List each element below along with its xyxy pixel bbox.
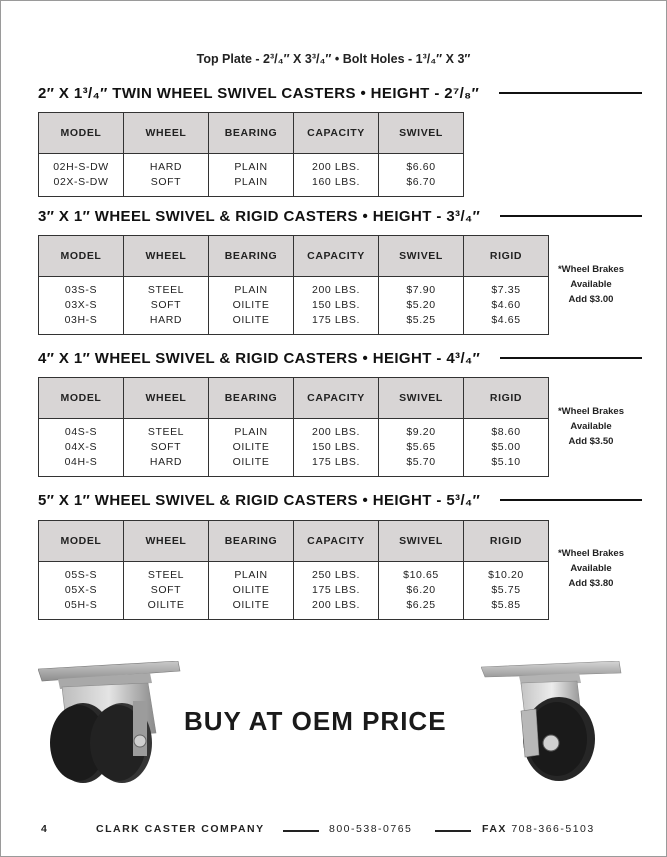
- spec-table-3in: [38, 235, 549, 335]
- column-header: RIGID: [464, 236, 549, 277]
- column-header: SWIVEL: [379, 378, 464, 419]
- spec-table-5in: [38, 520, 549, 620]
- column-header: BEARING: [209, 236, 294, 277]
- table-cell-capacity: 250 LBS. 175 LBS. 200 LBS.: [294, 562, 379, 620]
- column-header: BEARING: [209, 113, 294, 154]
- section-title: 4″ X 1″ WHEEL SWIVEL & RIGID CASTERS • HEIGHT - 4³/₄″: [38, 349, 481, 367]
- section-title: 3″ X 1″ WHEEL SWIVEL & RIGID CASTERS • HEIGHT - 3³/₄″: [38, 207, 481, 225]
- section-rule: [500, 357, 642, 359]
- table-cell-capacity: 200 LBS. 150 LBS. 175 LBS.: [294, 419, 379, 477]
- page-footer: [1, 823, 666, 839]
- column-header: WHEEL: [124, 378, 209, 419]
- table-row: [39, 562, 549, 620]
- section-rule: [500, 499, 642, 501]
- table-cell-wheel: STEEL SOFT OILITE: [124, 562, 209, 620]
- twin-wheel-caster-icon: [38, 661, 183, 786]
- column-header: CAPACITY: [294, 521, 379, 562]
- column-header: CAPACITY: [294, 236, 379, 277]
- table-cell-model: 02H-S-DW 02X-S-DW: [39, 154, 124, 197]
- section-title: 2″ X 1³/₄″ TWIN WHEEL SWIVEL CASTERS • HEIGHT - 2⁷/₈″: [38, 84, 480, 102]
- note-line: Add $3.80: [568, 578, 614, 589]
- column-header: WHEEL: [124, 113, 209, 154]
- top-plate-spec: Top Plate - 2³/₄″ X 3³/₄″ • Bolt Holes - 1³/₄″ X 3″: [196, 52, 471, 66]
- column-header: BEARING: [209, 521, 294, 562]
- column-header: MODEL: [39, 236, 124, 277]
- table-cell-swivel: $9.20 $5.65 $5.70: [379, 419, 464, 477]
- column-header: CAPACITY: [294, 113, 379, 154]
- table-header-row: [39, 113, 464, 154]
- table-cell-model: 03S-S 03X-S 03H-S: [39, 277, 124, 335]
- fax-number: 708-366-5103: [511, 823, 595, 835]
- footer-divider: [435, 830, 471, 832]
- table-cell-swivel: $7.90 $5.20 $5.25: [379, 277, 464, 335]
- table-cell-wheel: STEEL SOFT HARD: [124, 277, 209, 335]
- table-cell-model: 05S-S 05X-S 05H-S: [39, 562, 124, 620]
- spec-table-twin-wheel: [38, 112, 464, 197]
- buy-at-oem-price-banner: BUY AT OEM PRICE: [184, 706, 447, 736]
- table-cell-bearing: PLAIN OILITE OILITE: [209, 562, 294, 620]
- section-header-5in: [38, 490, 642, 510]
- footer-divider: [283, 830, 319, 832]
- table-cell-swivel: $10.65 $6.20 $6.25: [379, 562, 464, 620]
- section-header-4in: [38, 348, 642, 368]
- column-header: SWIVEL: [379, 113, 464, 154]
- table-cell-rigid: $8.60 $5.00 $5.10: [464, 419, 549, 477]
- table-row: [39, 277, 549, 335]
- fax-label: FAX: [482, 823, 507, 835]
- table-row: [39, 154, 464, 197]
- single-wheel-caster-image: [481, 661, 623, 786]
- table-cell-bearing: PLAIN PLAIN: [209, 154, 294, 197]
- table-header-row: [39, 378, 549, 419]
- column-header: RIGID: [464, 378, 549, 419]
- column-header: MODEL: [39, 113, 124, 154]
- table-cell-rigid: $7.35 $4.60 $4.65: [464, 277, 549, 335]
- section-rule: [500, 215, 642, 217]
- note-line: *Wheel Brakes: [557, 264, 624, 275]
- note-line: Available: [570, 563, 612, 574]
- wheel-brakes-note: [549, 262, 633, 307]
- table-header-row: [39, 521, 549, 562]
- column-header: WHEEL: [124, 521, 209, 562]
- table-cell-swivel: $6.60 $6.70: [379, 154, 464, 197]
- table-cell-model: 04S-S 04X-S 04H-S: [39, 419, 124, 477]
- column-header: RIGID: [464, 521, 549, 562]
- note-line: Available: [570, 421, 612, 432]
- phone-number: 800-538-0765: [329, 823, 413, 835]
- column-header: WHEEL: [124, 236, 209, 277]
- column-header: MODEL: [39, 378, 124, 419]
- table-cell-bearing: PLAIN OILITE OILITE: [209, 277, 294, 335]
- column-header: MODEL: [39, 521, 124, 562]
- section-header-twin-wheel: [38, 83, 642, 103]
- table-cell-wheel: STEEL SOFT HARD: [124, 419, 209, 477]
- table-cell-capacity: 200 LBS. 160 LBS.: [294, 154, 379, 197]
- company-name: CLARK CASTER COMPANY: [96, 823, 265, 835]
- note-line: Available: [570, 279, 612, 290]
- note-line: *Wheel Brakes: [557, 548, 624, 559]
- column-header: SWIVEL: [379, 521, 464, 562]
- section-title: 5″ X 1″ WHEEL SWIVEL & RIGID CASTERS • HEIGHT - 5³/₄″: [38, 491, 481, 509]
- fax-info: [482, 823, 595, 835]
- wheel-brakes-note: [549, 546, 633, 591]
- section-rule: [499, 92, 642, 94]
- table-row: [39, 419, 549, 477]
- note-line: Add $3.00: [568, 294, 614, 305]
- single-wheel-caster-icon: [481, 661, 623, 786]
- table-cell-bearing: PLAIN OILITE OILITE: [209, 419, 294, 477]
- table-cell-wheel: HARD SOFT: [124, 154, 209, 197]
- note-line: Add $3.50: [568, 436, 614, 447]
- page-number: 4: [41, 823, 47, 835]
- twin-wheel-caster-image: [38, 661, 183, 786]
- table-cell-capacity: 200 LBS. 150 LBS. 175 LBS.: [294, 277, 379, 335]
- column-header: BEARING: [209, 378, 294, 419]
- wheel-brakes-note: [549, 404, 633, 449]
- table-cell-rigid: $10.20 $5.75 $5.85: [464, 562, 549, 620]
- column-header: SWIVEL: [379, 236, 464, 277]
- column-header: CAPACITY: [294, 378, 379, 419]
- section-header-3in: [38, 206, 642, 226]
- table-header-row: [39, 236, 549, 277]
- note-line: *Wheel Brakes: [557, 406, 624, 417]
- spec-table-4in: [38, 377, 549, 477]
